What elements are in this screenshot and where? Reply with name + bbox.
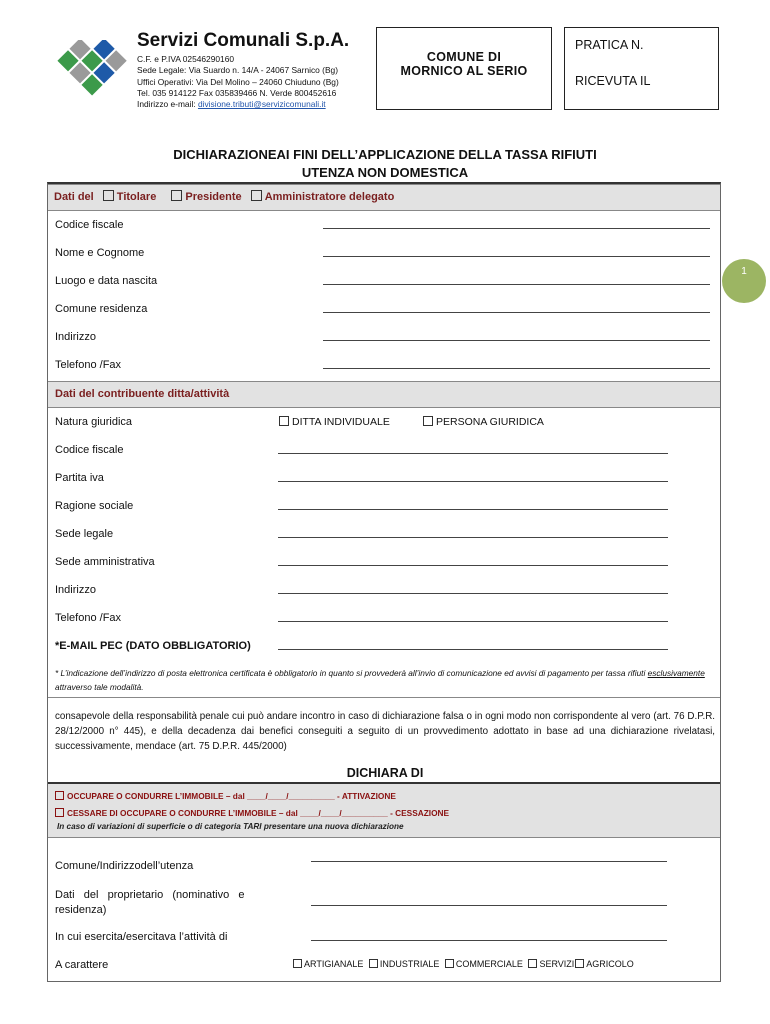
field-cf2-label: Codice fiscale xyxy=(55,444,124,456)
option-presidente: Presidente xyxy=(185,191,242,203)
option-amministratore: Amministratore delegato xyxy=(264,191,395,203)
section1-header xyxy=(48,184,720,211)
option-artigianale: ARTIGIANALE xyxy=(304,959,364,969)
company-info xyxy=(137,54,339,110)
field-esercita-line[interactable] xyxy=(311,940,667,941)
info-line: C.F. e P.IVA 02546290160 xyxy=(137,54,235,64)
option-agricolo: AGRICOLO xyxy=(586,959,634,969)
field-piva-label: Partita iva xyxy=(55,472,104,484)
field-indirizzo-line[interactable] xyxy=(323,340,710,341)
field-telefono-label: Telefono /Fax xyxy=(55,359,122,371)
field-carattere-label: A carattere xyxy=(55,959,109,971)
option-servizi: SERVIZI xyxy=(539,959,575,969)
checkbox-artigianale[interactable] xyxy=(293,959,302,968)
checkbox-persona[interactable] xyxy=(423,416,433,426)
checkbox-cessare[interactable] xyxy=(55,808,64,817)
field-cf2-line[interactable] xyxy=(278,453,668,454)
field-nascita-line[interactable] xyxy=(323,284,710,285)
section2-header xyxy=(48,381,720,408)
field-codice-fiscale-line[interactable] xyxy=(323,228,710,229)
option-titolare: Titolare xyxy=(116,191,157,203)
field-sede-amm-line[interactable] xyxy=(278,565,668,566)
comune-box xyxy=(376,27,552,110)
field-nome-line[interactable] xyxy=(323,256,710,257)
dichiara-box xyxy=(48,782,720,838)
option-ditta-individuale[interactable] xyxy=(279,416,390,428)
option-persona-label: PERSONA GIURIDICA xyxy=(436,416,544,428)
option-ditta-label: DITTA INDIVIDUALE xyxy=(292,416,390,428)
field-telefono2-label: Telefono /Fax xyxy=(55,612,122,624)
field-indirizzo2-label: Indirizzo xyxy=(55,584,96,596)
option-cessare[interactable] xyxy=(55,808,449,818)
page-badge[interactable]: 1 xyxy=(722,259,766,303)
checkbox-occupare[interactable] xyxy=(55,791,64,800)
field-sede-amm-label: Sede amministrativa xyxy=(55,556,155,568)
note-text: * L’indicazione dell’indirizzo di posta elettronica certificata è obbligatorio in quanto si provvederà all’invio di comunicazione ed avvisi di pagamento per tassa rifiuti xyxy=(55,668,648,678)
option-commerciale: COMMERCIALE xyxy=(455,959,523,969)
option-occupare[interactable] xyxy=(55,791,396,801)
company-logo xyxy=(40,40,130,100)
field-comune-line[interactable] xyxy=(323,312,710,313)
note-tail: attraverso tale modalità. xyxy=(55,682,144,692)
field-telefono-line[interactable] xyxy=(323,368,710,369)
field-sede-legale-label: Sede legale xyxy=(55,528,114,540)
pratica-label: PRATICA N. xyxy=(575,38,644,52)
field-telefono2-line[interactable] xyxy=(278,621,668,622)
field-utenza-label: Comune/Indirizzodell’utenza xyxy=(55,860,194,872)
declaration-text: consapevole della responsabilità penale cui può andare incontro in caso di dichiarazione falsa o in ogni modo non corrispondente al vero (art. 76 D.P.R. 28/12/2000 n° 445), e della decadenza dai benefici conseguiti a seguito di un provvedimento adottato in base ad una dichiarazione rivelatasi, successivamente, mendace (art. 75 D.P.R. 445/2000) xyxy=(55,711,715,752)
field-pec-line[interactable] xyxy=(278,649,668,650)
ricevuta-label: RICEVUTA IL xyxy=(575,74,651,88)
section1-prefix: Dati del xyxy=(54,191,94,203)
field-pec-label: *E-MAIL PEC (DATO OBBLIGATORIO) xyxy=(55,640,251,652)
option-industriale: INDUSTRIALE xyxy=(379,959,440,969)
field-proprietario-label: Dati del proprietario (nominativo e xyxy=(55,889,245,901)
checkbox-titolare[interactable] xyxy=(103,190,114,201)
email-line xyxy=(137,99,339,110)
checkbox-ditta[interactable] xyxy=(279,416,289,426)
title-line1: DICHIARAZIONEAI FINI DELL’APPLICAZIONE DELLA TASSA RIFIUTI xyxy=(173,147,597,162)
field-proprietario-line[interactable] xyxy=(311,905,667,906)
occupare-label: OCCUPARE O CONDURRE L’IMMOBILE – dal ____/____/__________ - ATTIVAZIONE xyxy=(67,791,396,801)
checkbox-servizi[interactable] xyxy=(528,959,537,968)
info-line: Uffici Operativi: Via Del Molino – 24060 Chiuduno (Bg) xyxy=(137,76,339,87)
email-link[interactable]: divisione.tributi@servizicomunali.it xyxy=(197,99,326,110)
field-comune-label: Comune residenza xyxy=(55,303,148,315)
carattere-options xyxy=(293,959,634,969)
option-persona-giuridica[interactable] xyxy=(423,416,544,428)
field-ragione-label: Ragione sociale xyxy=(55,500,134,512)
field-codice-fiscale-label: Codice fiscale xyxy=(55,219,124,231)
field-utenza-line[interactable] xyxy=(311,861,667,862)
field-ragione-line[interactable] xyxy=(278,509,668,510)
checkbox-presidente[interactable] xyxy=(171,190,182,201)
note-underlined: esclusivamente xyxy=(647,668,705,678)
company-name: Servizi Comunali S.p.A. xyxy=(137,30,350,51)
comune-line2: MORNICO AL SERIO xyxy=(400,64,528,78)
pec-note xyxy=(55,666,715,694)
pratica-box xyxy=(564,27,719,110)
cessare-label: CESSARE DI OCCUPARE O CONDURRE L’IMMOBILE – dal ____/____/__________ - CESSAZIONE xyxy=(67,808,450,818)
checkbox-commerciale[interactable] xyxy=(445,959,454,968)
field-indirizzo2-line[interactable] xyxy=(278,593,668,594)
document-title xyxy=(0,146,770,182)
checkbox-industriale[interactable] xyxy=(369,959,378,968)
field-indirizzo-label: Indirizzo xyxy=(55,331,96,343)
comune-line1: COMUNE DI xyxy=(426,50,502,64)
field-sede-legale-line[interactable] xyxy=(278,537,668,538)
info-line: Tel. 035 914122 Fax 035839466 N. Verde 800452616 xyxy=(137,87,337,98)
title-line2: UTENZA NON DOMESTICA xyxy=(301,165,469,180)
info-line: Sede Legale: Via Suardo n. 14/A - 24067 Sarnico (Bg) xyxy=(137,65,338,76)
email-label: Indirizzo e-mail: xyxy=(137,99,198,110)
field-proprietario-label2: residenza) xyxy=(55,904,107,916)
field-esercita-label: In cui esercita/esercitava l’attività di xyxy=(55,931,228,943)
field-piva-line[interactable] xyxy=(278,481,668,482)
section2-heading: Dati del contribuente ditta/attività xyxy=(55,388,230,400)
field-nome-label: Nome e Cognome xyxy=(55,247,145,259)
field-natura-label: Natura giuridica xyxy=(55,416,133,428)
dichiara-heading: DICHIARA DI xyxy=(346,766,424,780)
checkbox-amministratore[interactable] xyxy=(251,190,262,201)
dichiara-note: In caso di variazioni di superficie o di categoria TARI presentare una nuova dichiarazione xyxy=(57,822,404,831)
checkbox-agricolo[interactable] xyxy=(575,959,584,968)
field-nascita-label: Luogo e data nascita xyxy=(55,275,158,287)
divider xyxy=(48,697,720,698)
